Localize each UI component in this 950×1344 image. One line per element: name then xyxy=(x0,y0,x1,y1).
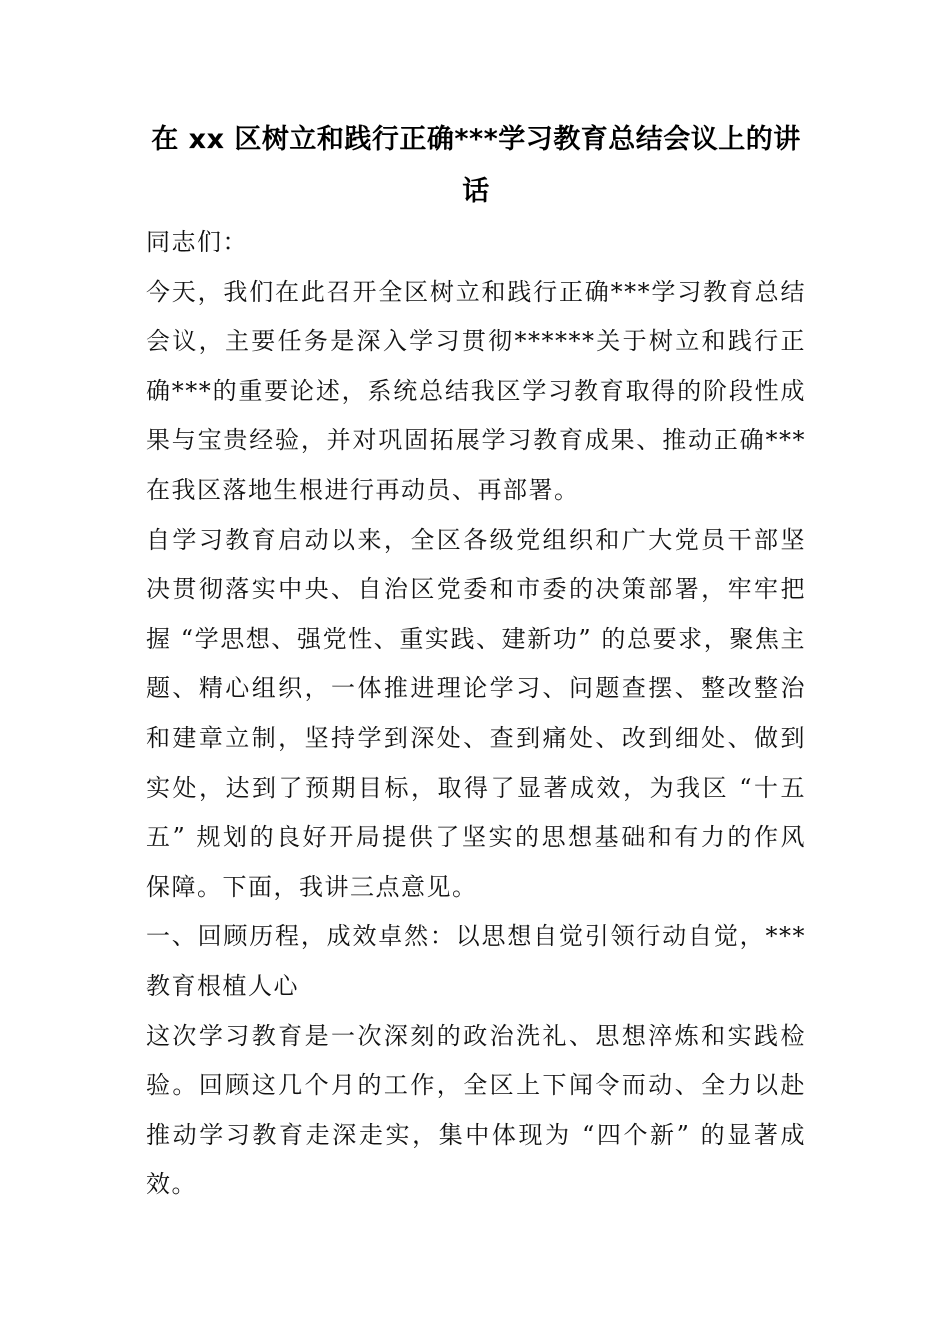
document-title: 在 xx 区树立和践行正确***学习教育总结会议上的讲话 xyxy=(151,124,801,207)
paragraph-opening: 今天，我们在此召开全区树立和践行正确***学习教育总结会议，主要任务是深入学习贯彻******关于树立和践行正确***的重要论述，系统总结我区学习教育取得的阶段性成果与宝贵经验，并对巩固拓展学习教育成果、推动正确***在我区落地生根进行再动员、再部署。 xyxy=(146,277,806,504)
section-heading-one: 一、回顾历程，成效卓然：以思想自觉引领行动自觉，***教育根植人心 xyxy=(146,922,806,1000)
document-body xyxy=(146,114,806,1210)
paragraph-background: 自学习教育启动以来，全区各级党组织和广大党员干部坚决贯彻落实中央、自治区党委和市委的决策部署，牢牢把握 “学思想、强党性、重实践、建新功” 的总要求，聚焦主题、精心组织，一体推进理论学习、问题查摆、整改整治和建章立制，坚持学到深处、查到痛处、改到细处、做到实处，达到了预期目标，取得了显著成效，为我区 “十五五” 规划的良好开局提供了坚实的思想基础和有力的作风保障。下面，我讲三点意见。 xyxy=(146,525,806,901)
paragraph-review: 这次学习教育是一次深刻的政治洗礼、思想淬炼和实践检验。回顾这几个月的工作，全区上下闻令而动、全力以赴推动学习教育走深走实，集中体现为 “四个新” 的显著成效。 xyxy=(146,1021,806,1199)
salutation: 同志们： xyxy=(146,228,248,256)
